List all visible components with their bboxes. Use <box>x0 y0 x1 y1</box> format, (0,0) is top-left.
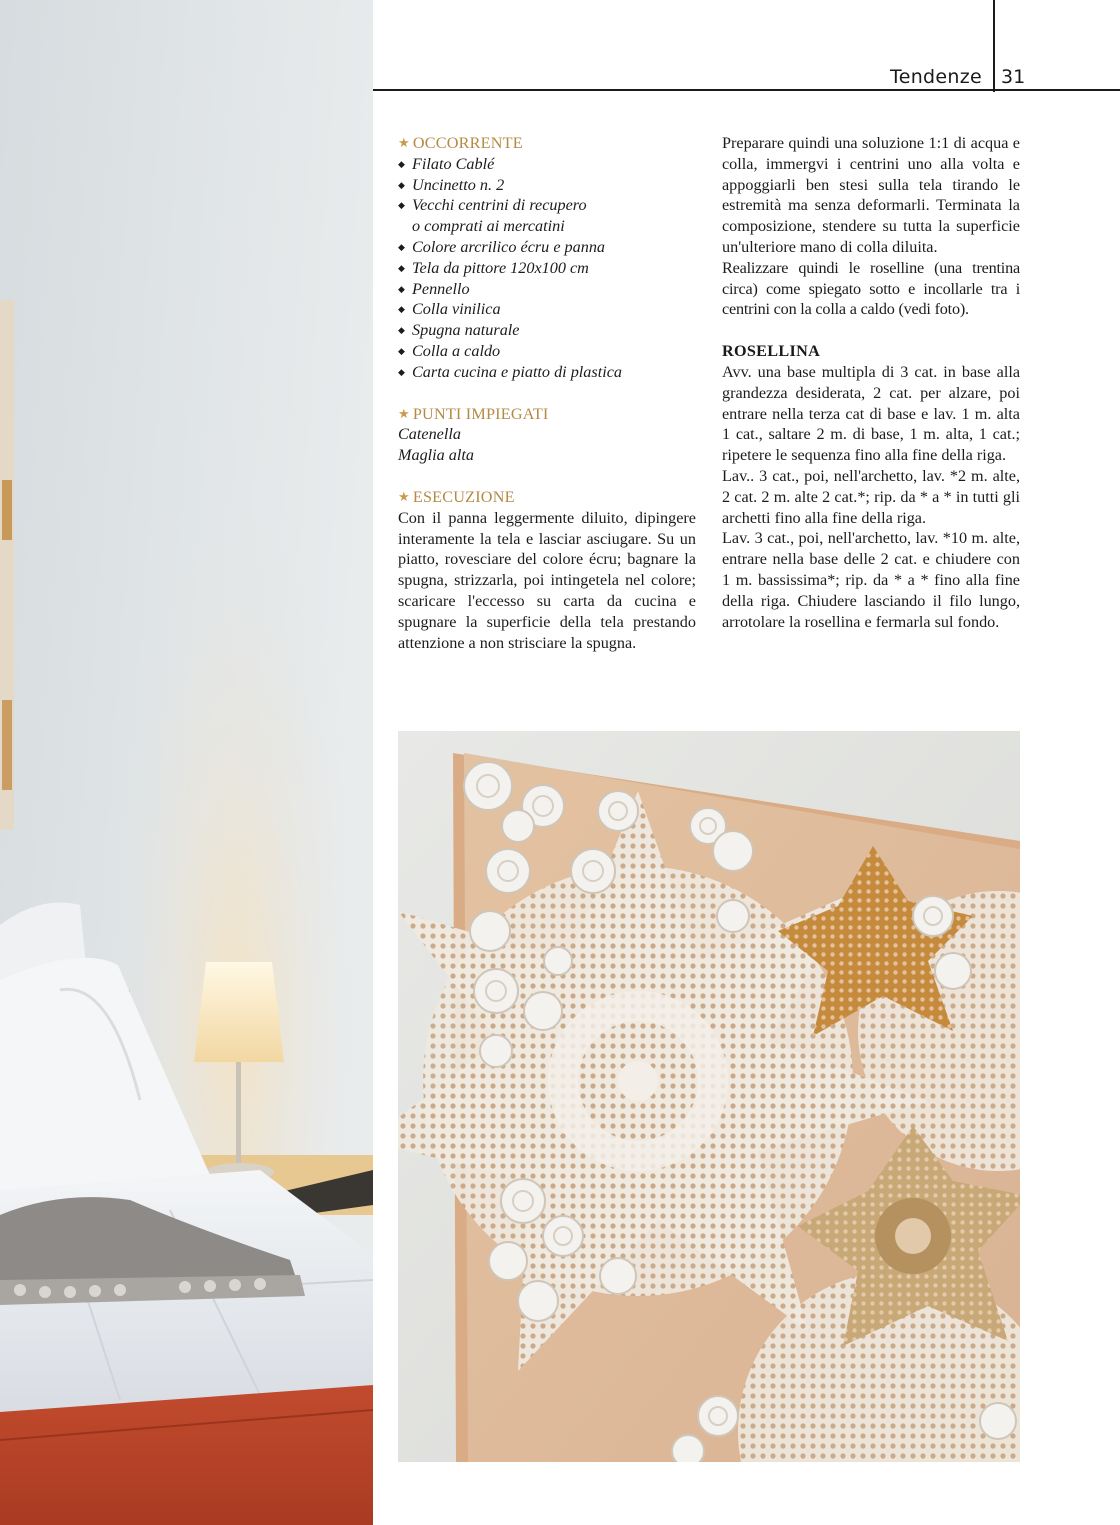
occorrente-heading <box>398 133 696 154</box>
list-item: ◆ Filato Cablé <box>398 154 696 175</box>
punti-heading <box>398 404 696 425</box>
occorrente-title: OCCORRENTE <box>412 134 523 152</box>
rosellina-paragraph-2: Lav.. 3 cat., poi, nell'archetto, lav. *2 m. alte, 2 cat. 2 m. alte 2 cat.*; rip. da * a * in tutti gli archetti fino alla fine della riga. <box>722 466 1020 527</box>
star-icon: ★ <box>398 488 410 504</box>
page-number: 31 <box>1001 66 1026 88</box>
right-text-column <box>722 133 1020 632</box>
rosellina-paragraph-3: Lav. 3 cat., poi, nell'archetto, lav. *10 m. alte, entrare nella base delle 2 cat. e chiudere con 1 m. bassissima*; rip. da * a * fino alla fine della riga. Chiudere lasciando il filo lungo, arrotolare la rosellina e fermarla sul fondo. <box>722 529 1020 631</box>
header-vertical-rule <box>993 0 995 92</box>
instructions-paragraph-2: Realizzare quindi le roselline (una trentina circa) come spiegato sotto e incollarle tra i centrini con la colla a caldo (vedi foto). <box>722 258 1020 319</box>
star-icon: ★ <box>398 405 410 421</box>
list-item: o comprati ai mercatini <box>412 217 565 236</box>
list-item: ◆ Colla a caldo <box>398 341 696 362</box>
list-item: ◆ Tela da pittore 120x100 cm <box>398 258 696 279</box>
esecuzione-paragraph: Con il panna leggermente diluito, dipingere interamente la tela e lasciar asciugare. Su un piatto, rovesciare del colore écru; bagnare la spugna, strizzarla, poi intingetela nel colore; scaricare l'eccesso su carta da cucina e spugnare la superficie della tela prestando attenzione a non strisciare la spugna. <box>398 508 696 652</box>
list-item: ◆ Spugna naturale <box>398 320 696 341</box>
list-item: ◆ Colla vinilica <box>398 299 696 320</box>
list-item: ◆ Colore arcrilico écru e panna <box>398 237 696 258</box>
punti-title: PUNTI IMPIEGATI <box>412 404 549 423</box>
bedroom-photo <box>0 0 373 1525</box>
list-item: ◆ Vecchi centrini di recupero <box>398 195 696 216</box>
rosellina-heading: ROSELLINA <box>722 342 821 361</box>
section-title: Tendenze <box>890 66 982 88</box>
stitch-item: Catenella <box>398 425 461 444</box>
esecuzione-heading <box>398 487 696 508</box>
supplies-list <box>398 154 696 383</box>
esecuzione-title: ESECUZIONE <box>412 487 515 506</box>
header-horizontal-rule <box>373 89 1120 91</box>
crochet-canvas-photo <box>398 731 1020 1462</box>
list-item: ◆ Pennello <box>398 279 696 300</box>
list-item: ◆ Carta cucina e piatto di plastica <box>398 362 696 383</box>
left-text-column <box>398 133 696 653</box>
instructions-paragraph-1: Preparare quindi una soluzione 1:1 di acqua e colla, immergvi i centrini uno alla volta e appoggiarli ben stesi sulla tela tirando le estremità ma senza deformarli. Terminata la composizione, stendere su tutta la superficie un'ulteriore mano di colla diluita. <box>722 134 1020 256</box>
star-icon: ★ <box>398 135 410 150</box>
list-item: ◆ Uncinetto n. 2 <box>398 175 696 196</box>
rosellina-paragraph-1: Avv. una base multipla di 3 cat. in base alla grandezza desiderata, 2 cat. per alzare, poi entrare nella terza cat di base e lav. 1 m. alta 1 cat., saltare 2 m. di base, 1 m. alta, 1 cat.; ripetere le sequenza fino alla fine della riga. <box>722 362 1020 465</box>
stitch-item: Maglia alta <box>398 446 474 465</box>
